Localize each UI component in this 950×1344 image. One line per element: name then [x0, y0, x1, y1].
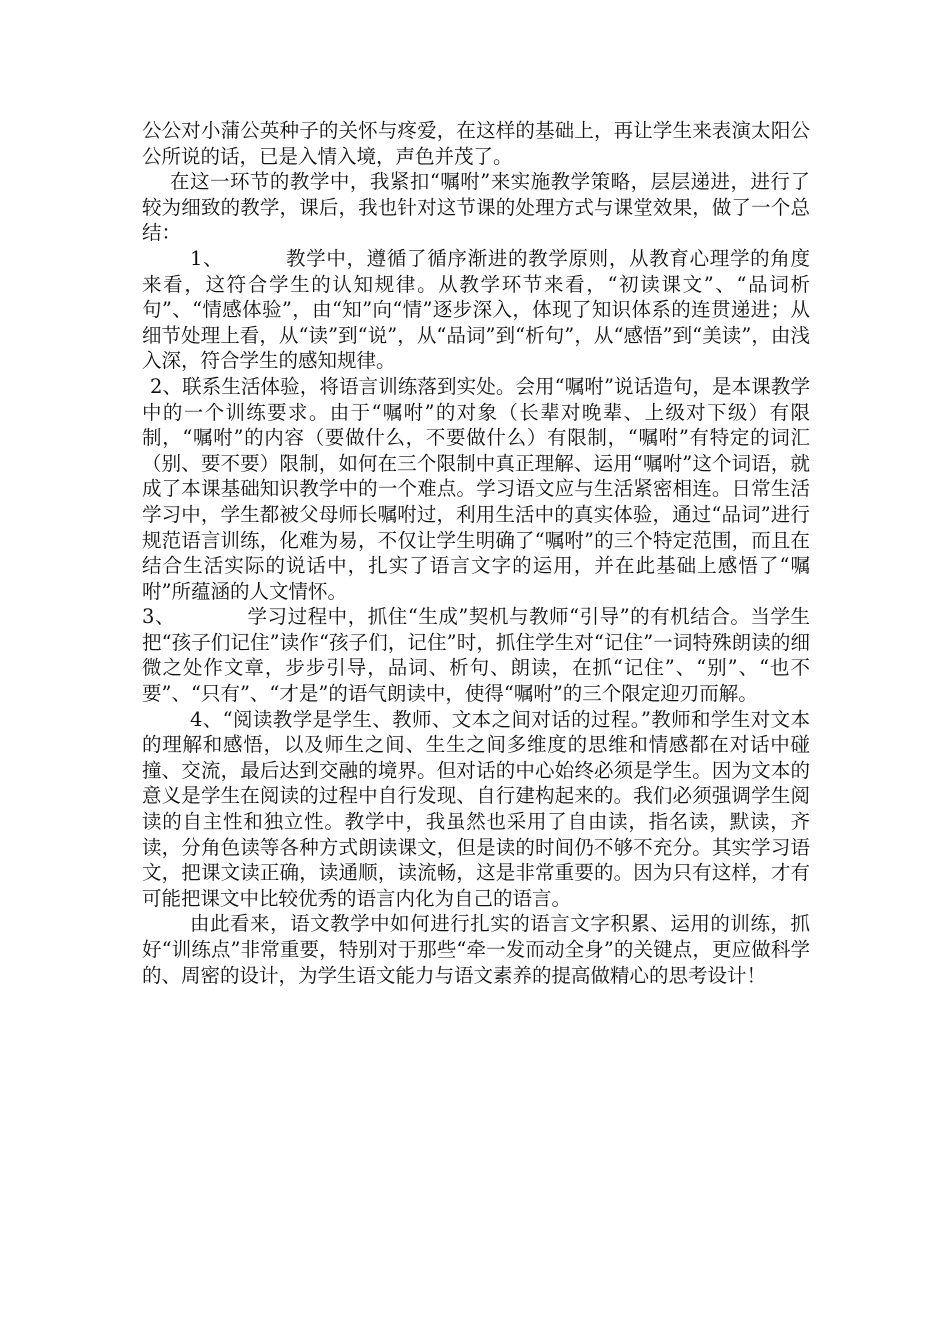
paragraph-continuation: 公公对小蒲公英种子的关怀与疼爱，在这样的基础上，再让学生来表演太阳公公所说的话，已是入情入境，声色并茂了。: [142, 119, 810, 168]
point-3-number: 3、: [142, 605, 175, 629]
point-1-number: 1、: [190, 246, 224, 270]
point-3-text: 学习过程中，抓住“生成”契机与教师“引导”的有机结合。当学生把“孩子们记住”读作“孩子们，记住”时，抓住学生对“记住”一词特殊朗读的细微之处作文章，步步引导，品词、析句、朗读，在抓“记住”、“别”、“也不要”、“只有”、“才是”的语气朗读中，使得“嘱咐”的三个限定迎刃而解。: [142, 605, 810, 706]
paragraph-point-4: 4、“阅读教学是学生、教师、文本之间对话的过程。”教师和学生对文本的理解和感悟，以及师生之间、生生之间多维度的思维和情感都在对话中碰撞、交流，最后达到交融的境界。但对话的中心始终必须是学生。因为文本的意义是学生在阅读的过程中自行发现、自行建构起来的。我们必须强调学生阅读的自主性和独立性。教学中，我虽然也采用了自由读，指名读，默读，齐读，分角色读等各种方式朗读课文，但是读的时间仍不够不充分。其实学习语文，把课文读正确，读通顺，读流畅，这是非常重要的。因为只有这样，才有可能把课文中比较优秀的语言内化为自己的语言。: [142, 707, 810, 910]
paragraph-intro: 在这一环节的教学中，我紧扣“嘱咐”来实施教学策略，层层递进，进行了较为细致的教学，课后，我也针对这节课的处理方式与课堂效果，做了一个总结：: [142, 170, 810, 245]
paragraph-point-2: 2、联系生活体验，将语言训练落到实处。会用“嘱咐”说话造句，是本课教学中的一个训练要求。由于“嘱咐”的对象（长辈对晚辈、上级对下级）有限制，“嘱咐”的内容（要做什么，不要做什么）有限制，“嘱咐”有特定的词汇（别、要不要）限制，如何在三个限制中真正理解、运用“嘱咐”这个词语，就成了本课基础知识教学中的一个难点。学习语文应与生活紧密相连。日常生活学习中，学生都被父母师长嘱咐过，利用生活中的真实体验，通过“品词”进行规范语言训练，化难为易，不仅让学生明确了“嘱咐”的三个特定范围，而且在结合生活实际的说话中，扎实了语言文字的运用，并在此基础上感悟了“嘱咐”所蕴涵的人文情怀。: [142, 374, 810, 603]
point-1-text: 教学中，遵循了循序渐进的教学原则，从教育心理学的角度来看，这符合学生的认知规律。从教学环节来看，“初读课文”、“品词析句”、“情感体验”，由“知”向“情”逐步深入，体现了知识体系的连贯递进；从细节处理上看，从“读”到“说”，从“品词”到“析句”，从“感悟”到“美读”，由浅入深，符合学生的感知规律。: [142, 246, 810, 373]
paragraph-point-1: [142, 246, 810, 374]
paragraph-conclusion: 由此看来，语文教学中如何进行扎实的语言文字积累、运用的训练，抓好“训练点”非常重要，特别对于那些“牵一发而动全身”的关键点，更应做科学的、周密的设计，为学生语文能力与语文素养的提高做精心的思考设计！: [142, 912, 810, 987]
paragraph-point-3: [142, 604, 810, 706]
document-page: [142, 118, 810, 988]
